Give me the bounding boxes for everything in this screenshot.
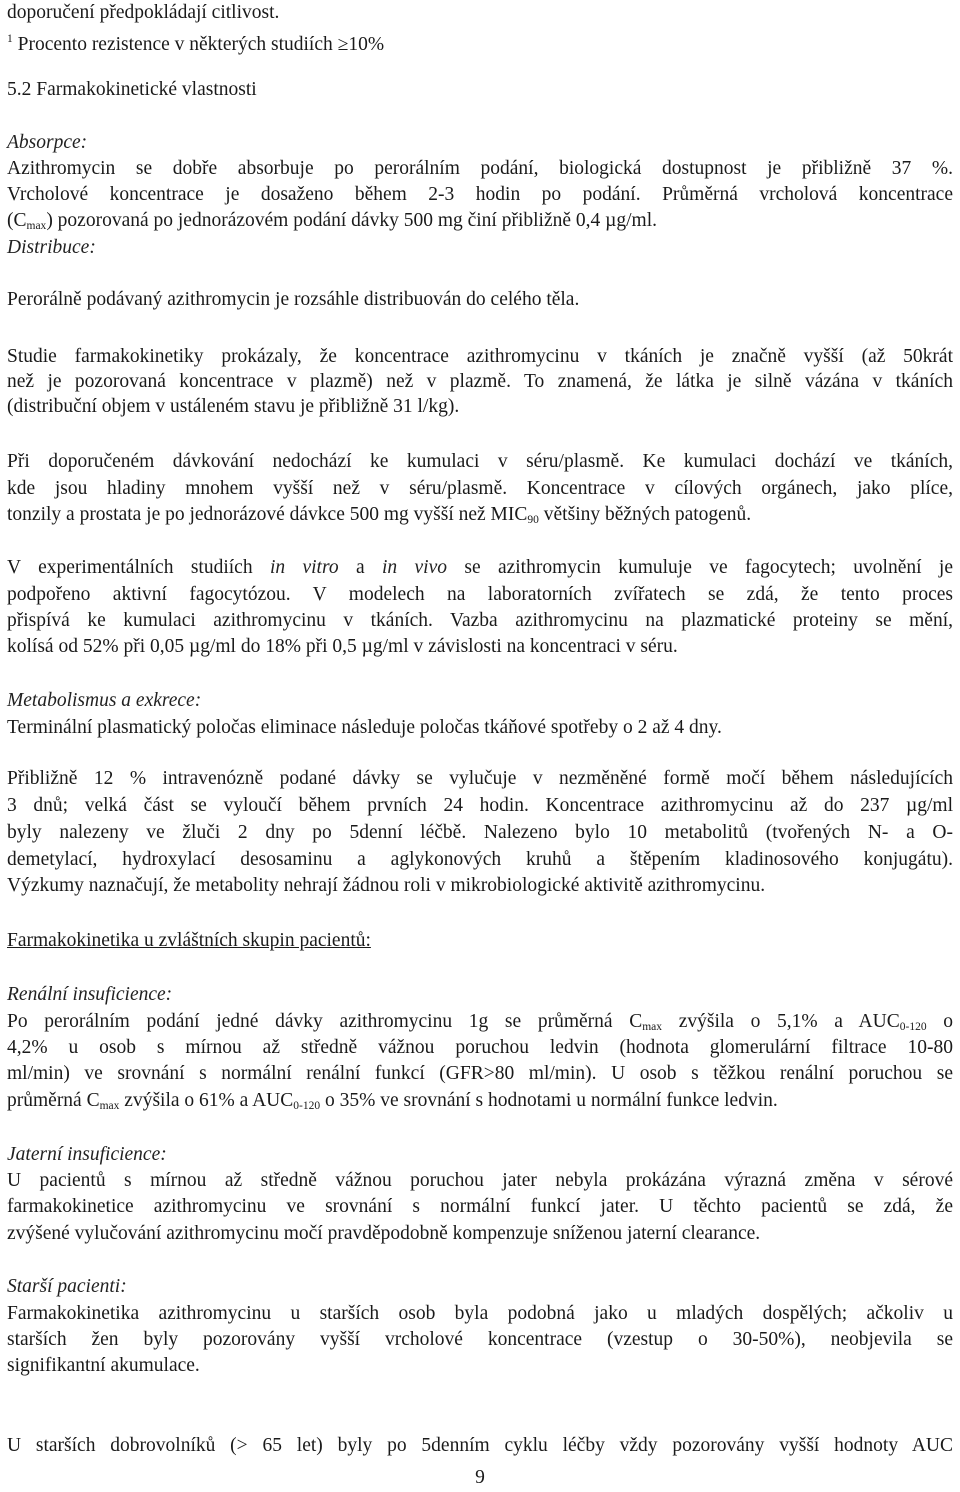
text-line: Přibližně 12 % intravenózně podané dávky se vylučuje v nezměněné formě močí během následujících <box>7 768 953 789</box>
footnote <box>7 26 384 58</box>
text-line: V experimentálních studiích in vitro a in vivo se azithromycin kumuluje ve fagocytech; uvolnění je <box>7 557 953 578</box>
text-line: 4,2% u osob s mírnou až středně vážnou poruchou ledvin (hodnota glomerulární filtrace 10-80 <box>7 1037 953 1058</box>
footnote-mark: 1 <box>7 33 13 45</box>
text-line: přispívá ke kumulaci azithromycinu v tkáních. Vazba azithromycinu na plazmatické proteiny se mění, <box>7 610 953 631</box>
page-number: 9 <box>475 1467 485 1488</box>
text-line: (distribuční objem v ustáleném stavu je přibližně 31 l/kg). <box>7 396 460 417</box>
text-line: ml/min) ve srovnání s normální renální funkcí (GFR>80 ml/min). U osob s těžkou renální poruchou se <box>7 1063 953 1084</box>
text-line: Terminální plasmatický poločas eliminace následuje poločas tkáňové spotřeby o 2 až 4 dny. <box>7 717 722 738</box>
text-line: průměrná $C_{max}$ zvýšila o 61% a $AUC_{0-120}$ o 35% ve srovnání s hodnotami u normální funkce ledvin. <box>7 1090 778 1112</box>
text-line: kde jsou hladiny mnohem vyšší než v séru/plasmě. Koncentrace v cílových orgánech, jako plíce, <box>7 478 953 499</box>
subheading-renal: Renální insuficience: <box>7 984 173 1005</box>
text-line: 3 dnů; velká část se vyloučí během prvních 24 hodin. Koncentrace azithromycinu až do 237 µg/ml <box>7 795 953 816</box>
text-line: demetylací, hydroxylací desosaminu a aglykonových kruhů a štěpením kladinosového konjugátu). <box>7 849 953 870</box>
text-line: U starších dobrovolníků (> 65 let) byly po 5denním cyklu léčby vždy pozorovány vyšší hodnoty AUC <box>7 1435 953 1456</box>
text-line: tonzily a prostata je po jednorázové dávkce 500 mg vyšší než $MIC_{90}$ většiny běžných patogenů. <box>7 504 752 526</box>
text-line: než je pozorovaná koncentrace v plazmě) než v plazmě. To znamená, že látka je silně vázána v tkáních <box>7 371 953 392</box>
subheading-absorpce: Absorpce: <box>7 132 88 153</box>
text-line: Azithromycin se dobře absorbuje po perorálním podání, biologická dostupnost je přibližně 37 %. <box>7 158 953 179</box>
text-line: farmakokinetice azithromycinu ve srovnání s normální funkcí jater. U těchto pacientů se zdá, že <box>7 1196 953 1217</box>
subheading-hepatic: Jaterní insuficience: <box>7 1144 167 1165</box>
footnote-text: Procento rezistence v některých studiích ≥10% <box>17 34 385 55</box>
text-line: Výzkumy naznačují, že metabolity nehrají žádnou roli v mikrobiologické aktivitě azithromycinu. <box>7 875 766 896</box>
text-line: zvýšené vylučování azithromycinu močí pravděpodobně kompenzuje sníženou jaterní clearance. <box>7 1223 761 1244</box>
text-line: Vrcholové koncentrace je dosaženo během 2-3 hodin po podání. Průměrná vrcholová koncentrace <box>7 184 953 205</box>
subheading-special-groups: Farmakokinetika u zvláštních skupin pacientů: <box>7 930 371 951</box>
text-line: $(C_{max})$ pozorovaná po jednorázovém podání dávky 500 mg činí přibližně 0,4 µg/ml. <box>7 210 658 232</box>
subheading-distribuce: Distribuce: <box>7 237 96 258</box>
text-line: Studie farmakokinetiky prokázaly, že koncentrace azithromycinu v tkáních je značně vyšší (až 50krát <box>7 346 953 367</box>
text-line: Farmakokinetika azithromycinu u starších osob byla podobná jako u mladých dospělých; ačkoliv u <box>7 1303 953 1324</box>
text-line: Perorálně podávaný azithromycin je rozsáhle distribuován do celého těla. <box>7 289 580 310</box>
subheading-metabolismus: Metabolismus a exkrece: <box>7 690 202 711</box>
text-line: podpořeno aktivní fagocytózou. V modelech na laboratorních zvířatech se zdá, že tento proces <box>7 584 953 605</box>
text-line: signifikantní akumulace. <box>7 1355 200 1376</box>
text-line: byly nalezeny ve žluči 2 dny po 5denní léčbě. Nalezeno bylo 10 metabolitů (tvořených N- a O- <box>7 822 953 843</box>
subheading-elderly: Starší pacienti: <box>7 1276 127 1297</box>
text-line: doporučení předpokládají citlivost. <box>7 2 280 23</box>
text-line: Po perorálním podání jedné dávky azithromycinu 1g se průměrná $C_{max}$ zvýšila o 5,1% a $AUC_{0-120}$ o <box>7 1011 953 1033</box>
text-line: U pacientů s mírnou až středně vážnou poruchou jater nebyla prokázána výrazná změna v sérové <box>7 1170 953 1191</box>
text-line: kolísá od 52% při 0,05 µg/ml do 18% při 0,5 µg/ml v závislosti na koncentraci v séru. <box>7 636 678 657</box>
section-heading: 5.2 Farmakokinetické vlastnosti <box>7 79 257 100</box>
text-line: Při doporučeném dávkování nedochází ke kumulaci v séru/plasmě. Ke kumulaci dochází ve tkáních, <box>7 451 953 472</box>
text-line: starších žen byly pozorovány vyšší vrcholové koncentrace (vzestup o 30-50%), neobjevila se <box>7 1329 953 1350</box>
